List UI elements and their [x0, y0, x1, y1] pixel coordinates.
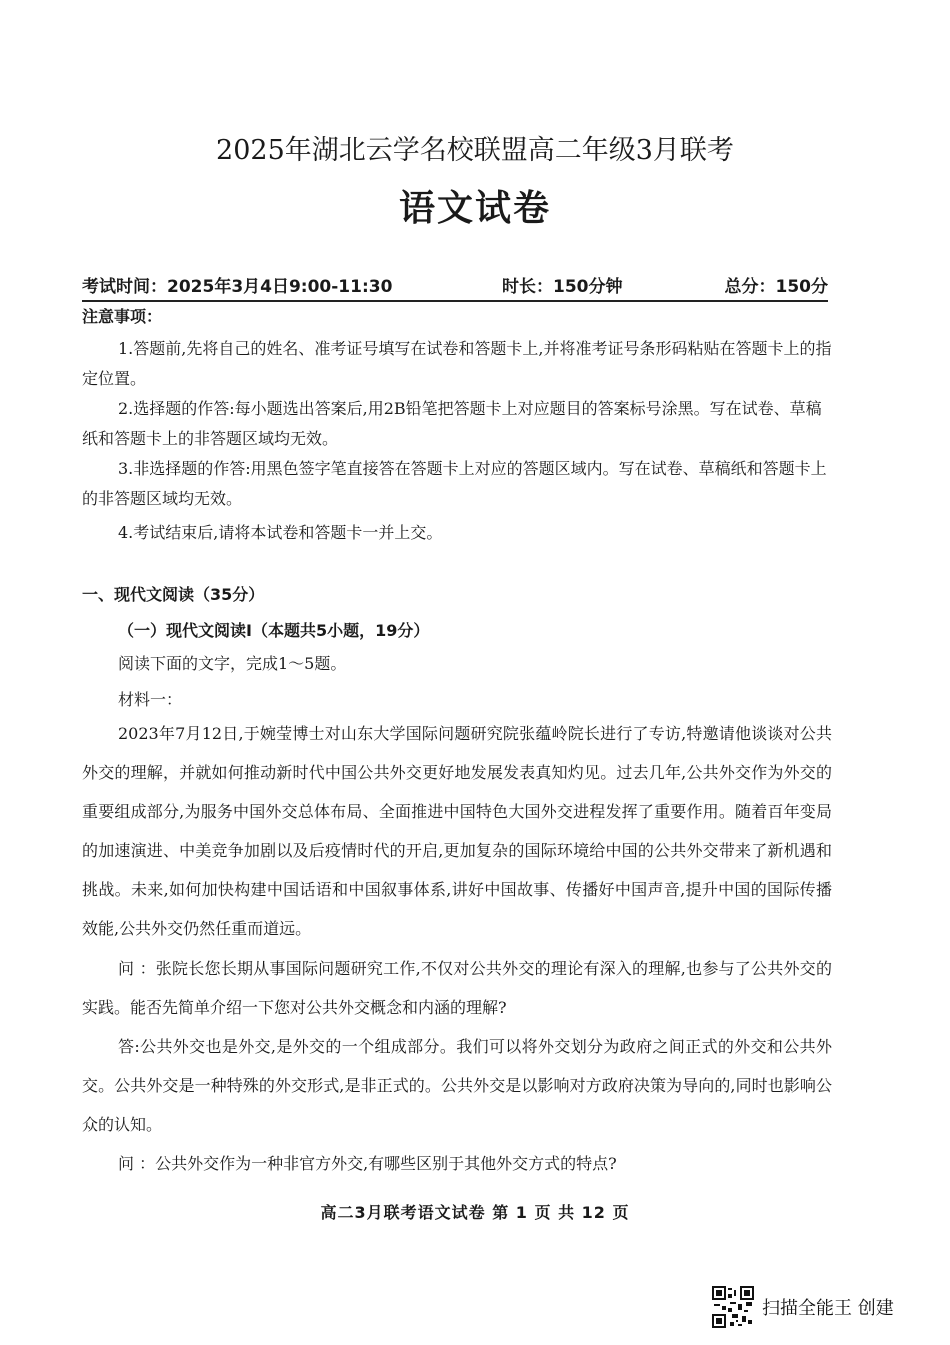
exam-info-bar [82, 268, 828, 302]
watermark-text: 扫描全能王 创建 [762, 1298, 894, 1319]
notice-heading: 注意事项： [82, 307, 163, 326]
section-heading: 一、现代文阅读（35分） [82, 585, 265, 604]
scanner-watermark [712, 1286, 894, 1328]
exam-duration: 时长：150分钟 [502, 277, 623, 297]
notice-item-1: 1.答题前,先将自己的姓名、准考证号填写在试卷和答题卡上,并将准考证号条形码粘贴在答题卡上的指定位置。 [82, 339, 832, 388]
body-paragraph-2: 问 ：张院长您长期从事国际问题研究工作,不仅对公共外交的理论有深入的理解,也参与了公共外交的实践。能否先简单介绍一下您对公共外交概念和内涵的理解? [82, 959, 832, 1017]
material-label: 材料一： [118, 690, 183, 709]
exam-title: 2025年湖北云学名校联盟高二年级3月联考 [216, 135, 734, 166]
subject-title: 语文试卷 [398, 187, 551, 229]
notice-item-2: 2.选择题的作答:每小题选出答案后,用2B铅笔把答题卡上对应题目的答案标号涂黑。写在试卷、草稿纸和答题卡上的非答题区域均无效。 [82, 399, 822, 448]
notice-item-4: 4.考试结束后,请将本试卷和答题卡一并上交。 [118, 523, 443, 542]
body-paragraph-4: 问 ：公共外交作为一种非官方外交,有哪些区别于其他外交方式的特点? [118, 1154, 617, 1173]
body-paragraph-3: 答:公共外交也是外交,是外交的一个组成部分。我们可以将外交划分为政府之间正式的外交和公共外交。公共外交是一种特殊的外交形式,是非正式的。公共外交是以影响对方政府决策为导向的,同时也影响公众的认知。 [82, 1037, 832, 1134]
page-number: 高二3月联考语文试卷 第 1 页 共 12 页 [320, 1203, 630, 1222]
exam-time: 考试时间：2025年3月4日9:00-11:30 [82, 277, 393, 297]
reading-instruction: 阅读下面的文字，完成1～5题。 [118, 654, 347, 673]
qr-code-icon [712, 1286, 754, 1328]
body-paragraph-1: 2023年7月12日,于婉莹博士对山东大学国际问题研究院张蕴岭院长进行了专访,特邀请他谈谈对公共外交的理解，并就如何推动新时代中国公共外交更好地发展发表真知灼见。过去几年,公共外交作为外交的重要组成部分,为服务中国外交总体布局、全面推进中国特色大国外交进程发挥了重要作用。随着百年变局的加速演进、中美竞争加剧以及后疫情时代的开启,更加复杂的国际环境给中国的公共外交带来了新机遇和挑战。未来,如何加快构建中国话语和中国叙事体系,讲好中国故事、传播好中国声音,提升中国的国际传播效能,公共外交仍然任重而道远。 [82, 724, 832, 938]
notice-item-3: 3.非选择题的作答:用黑色签字笔直接答在答题卡上对应的答题区域内。写在试卷、草稿纸和答题卡上的非答题区域均无效。 [82, 459, 827, 508]
exam-total-score: 总分：150分 [724, 277, 828, 297]
subsection-heading: （一）现代文阅读Ⅰ（本题共5小题，19分） [118, 621, 430, 640]
